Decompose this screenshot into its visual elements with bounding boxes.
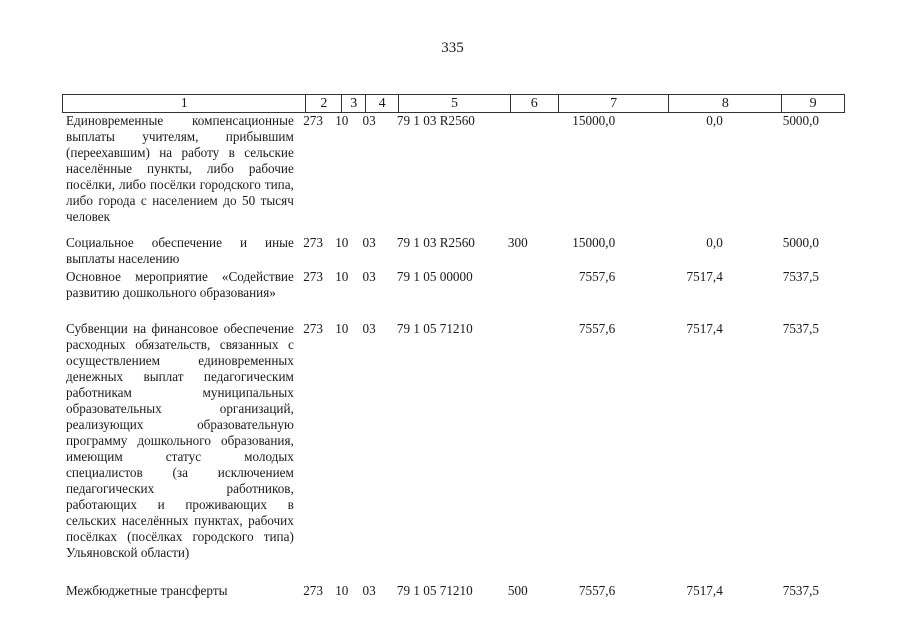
cell-col-5: 79 1 03 R2560 — [396, 235, 475, 250]
cell-col-9: 7537,5 — [782, 269, 819, 284]
table-header — [62, 94, 845, 113]
table-row — [62, 321, 845, 583]
cell-col-6: 300 — [507, 235, 528, 250]
cell-col-4: 03 — [362, 321, 376, 336]
cell-col-4: 03 — [362, 113, 376, 128]
cell-col-6 — [508, 321, 539, 583]
header-col-1: 1 — [63, 95, 306, 112]
cell-col-7: 15000,0 — [572, 113, 616, 128]
cell-col-6 — [508, 113, 539, 235]
cell-col-4: 03 — [362, 583, 376, 598]
header-col-8: 8 — [669, 95, 782, 112]
row-name: Основное мероприятие «Содействие развитию дошкольного образования» — [66, 269, 294, 300]
cell-col-5: 79 1 05 71210 — [396, 321, 473, 336]
row-name: Единовременные компенсационные выплаты учителям, прибывшим (переехавшим) на работу в сельские населённые пункты, либо рабочие посёлки, либо посёлки городского типа, либо города с населением до 50 тысяч человек — [66, 113, 294, 224]
cell-col-3: 10 — [335, 583, 349, 598]
page-number: 335 — [441, 40, 464, 56]
cell-col-2: 273 — [303, 235, 323, 250]
cell-col-4: 03 — [362, 235, 376, 250]
header-col-9: 9 — [809, 96, 817, 111]
row-name: Субвенции на финансовое обеспечение расходных обязательств, связанных с осуществлением единовременных денежных выплат педагогическим работникам муниципальных образовательных организаций, реализующих образовательную программу дошкольного образования, имеющим статус молодых специалистов (за исключением педагогических работников, работающих и проживающих в сельских населённых пунктах, рабочих посёлках (посёлках городского типа) Ульяновской области) — [66, 321, 294, 560]
cell-col-6: 500 — [507, 583, 528, 598]
cell-col-2: 273 — [303, 321, 323, 336]
cell-col-9: 7537,5 — [782, 321, 819, 336]
cell-col-2: 273 — [303, 583, 323, 598]
table-row — [62, 269, 845, 321]
cell-col-8: 0,0 — [706, 113, 723, 128]
cell-col-9: 5000,0 — [782, 113, 819, 128]
cell-col-3: 10 — [335, 321, 349, 336]
cell-col-7: 15000,0 — [572, 235, 616, 250]
cell-col-8: 7517,4 — [686, 583, 723, 598]
table-row — [62, 235, 845, 269]
cell-col-6 — [508, 269, 539, 321]
cell-col-9: 7537,5 — [782, 583, 819, 598]
cell-col-4: 03 — [362, 269, 376, 284]
cell-col-8: 7517,4 — [686, 269, 723, 284]
row-name: Социальное обеспечение и иные выплаты населению — [66, 235, 294, 266]
cell-col-5: 79 1 03 R2560 — [396, 113, 475, 128]
row-name: Межбюджетные трансферты — [66, 583, 228, 598]
cell-col-3: 10 — [335, 269, 349, 284]
cell-col-5: 79 1 05 00000 — [396, 269, 473, 284]
cell-col-9: 5000,0 — [782, 235, 819, 250]
cell-col-3: 10 — [335, 113, 349, 128]
cell-col-7: 7557,6 — [578, 583, 616, 598]
header-col-7: 7 — [559, 95, 670, 112]
cell-col-3: 10 — [335, 235, 349, 250]
cell-col-2: 273 — [303, 269, 323, 284]
cell-col-7: 7557,6 — [578, 269, 616, 284]
header-col-4: 4 — [366, 95, 399, 112]
cell-col-5: 79 1 05 71210 — [396, 583, 473, 598]
header-col-6: 6 — [511, 95, 559, 112]
cell-col-7: 7557,6 — [578, 321, 616, 336]
cell-col-8: 0,0 — [706, 235, 723, 250]
table-body — [62, 113, 845, 607]
table-row — [62, 583, 845, 607]
header-col-2: 2 — [306, 95, 342, 112]
cell-col-8: 7517,4 — [686, 321, 723, 336]
table-row — [62, 113, 845, 235]
header-col-3: 3 — [342, 95, 366, 112]
cell-col-2: 273 — [303, 113, 323, 128]
header-col-5: 5 — [399, 95, 511, 112]
